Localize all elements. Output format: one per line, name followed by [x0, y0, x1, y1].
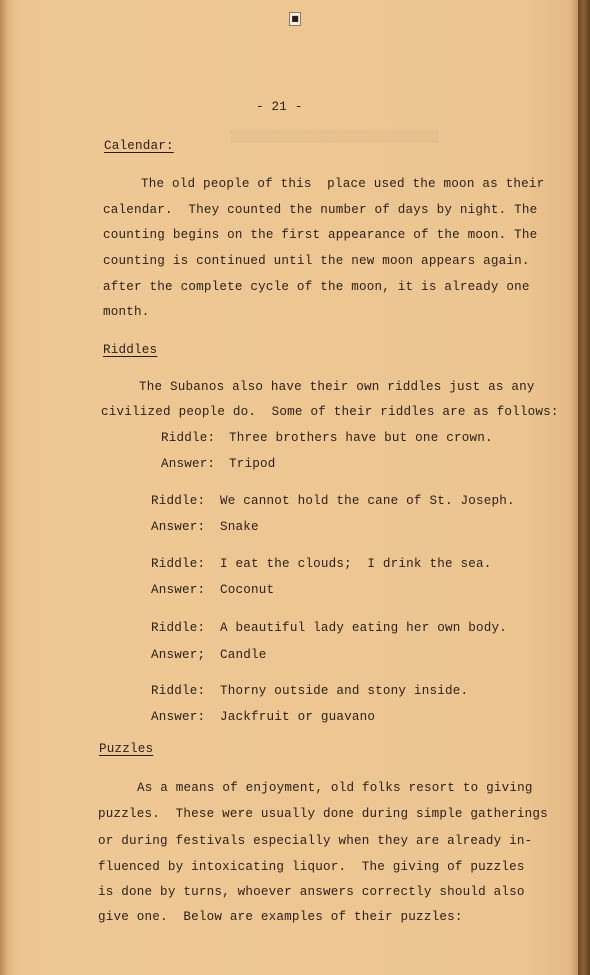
riddle-label: Riddle:: [161, 431, 216, 445]
riddle-label: Riddle:: [151, 621, 206, 635]
puzzles-line: give one. Below are examples of their puzzles:: [98, 910, 463, 924]
answer-label: Answer:: [151, 520, 206, 534]
riddle-text: Thorny outside and stony inside.: [220, 684, 469, 698]
answer-label: Answer:: [151, 583, 206, 597]
answer-text: Jackfruit or guavano: [220, 710, 376, 724]
riddles-intro-line: The Subanos also have their own riddles just as any: [139, 380, 535, 394]
puzzles-line: is done by turns, whoever answers correctly should also: [98, 885, 525, 899]
bleed-through-shadow: ▒▒▒▒▒▒▒▒▒▒▒▒▒▒▒▒▒▒▒▒▒▒▒▒▒▒▒▒▒: [230, 130, 439, 144]
calendar-heading: Calendar:: [104, 139, 174, 153]
answer-text: Coconut: [220, 583, 275, 597]
riddle-text: Three brothers have but one crown.: [229, 431, 493, 445]
page-left-edge: [0, 0, 8, 975]
puzzles-line: fluenced by intoxicating liquor. The giving of puzzles: [98, 860, 525, 874]
puzzles-line: or during festivals especially when they are already in-: [98, 834, 533, 848]
calendar-line: after the complete cycle of the moon, it is already one: [103, 280, 530, 294]
answer-label: Answer:: [161, 457, 216, 471]
riddle-label: Riddle:: [151, 557, 206, 571]
page-number: - 21 -: [256, 100, 303, 114]
answer-text: Candle: [220, 648, 267, 662]
answer-text: Tripod: [229, 457, 276, 471]
answer-label: Answer;: [151, 648, 206, 662]
riddles-heading: Riddles: [103, 343, 158, 357]
riddle-text: A beautiful lady eating her own body.: [220, 621, 508, 635]
puzzles-line: As a means of enjoyment, old folks resort to giving: [137, 781, 533, 795]
calendar-line: counting begins on the first appearance of the moon. The: [103, 228, 538, 242]
riddle-text: We cannot hold the cane of St. Joseph.: [220, 494, 515, 508]
puzzles-heading: Puzzles: [99, 742, 154, 756]
riddles-intro-line: civilized people do. Some of their riddles are as follows:: [101, 405, 559, 419]
archive-tag-icon: ■: [289, 12, 301, 26]
answer-label: Answer:: [151, 710, 206, 724]
calendar-line: counting is continued until the new moon appears again.: [103, 254, 530, 268]
calendar-line: The old people of this place used the moon as their: [141, 177, 545, 191]
calendar-line: month.: [103, 305, 150, 319]
calendar-line: calendar. They counted the number of days by night. The: [103, 203, 538, 217]
answer-text: Snake: [220, 520, 259, 534]
riddle-label: Riddle:: [151, 494, 206, 508]
binding-spine: [578, 0, 590, 975]
riddle-text: I eat the clouds; I drink the sea.: [220, 557, 492, 571]
riddle-label: Riddle:: [151, 684, 206, 698]
puzzles-line: puzzles. These were usually done during simple gatherings: [98, 807, 548, 821]
